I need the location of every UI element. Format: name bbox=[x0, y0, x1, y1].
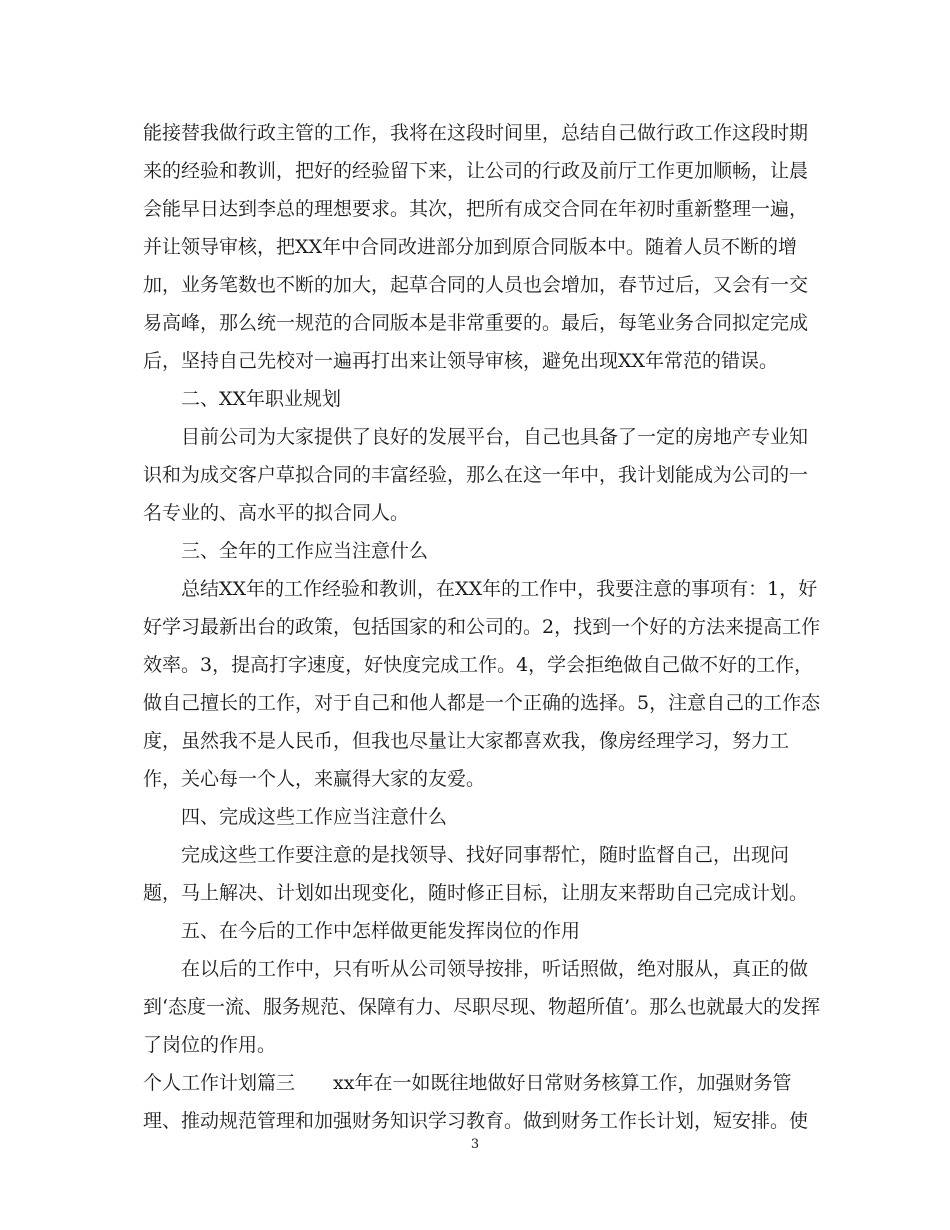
page-number: 3 bbox=[470, 1137, 480, 1152]
body-line: 好学习最新出台的政策，包括国家的和公司的。2，找到一个好的方法来提高工作 bbox=[143, 616, 821, 638]
section-continuation: xx年在一如既往地做好日常财务核算工作，加强财务管 bbox=[333, 1072, 792, 1094]
body-line: 到‘态度一流、服务规范、保障有力、尽职尽现、物超所值’。那么也就最大的发挥 bbox=[143, 996, 821, 1018]
body-line: 在以后的工作中，只有听从公司领导按排，听话照做，绝对服从，真正的做 bbox=[181, 958, 809, 980]
body-line: 识和为成交客户草拟合同的丰富经验，那么在这一年中，我计划能成为公司的一 bbox=[143, 464, 809, 486]
body-line: 理、推动规范管理和加强财务知识学习教育。做到财务工作长计划，短安排。使 bbox=[143, 1110, 809, 1132]
section-title: 个人工作计划篇三 bbox=[143, 1072, 296, 1094]
body-line: 效率。3，提高打字速度，好快度完成工作。4，学会拒绝做自己做不好的工作， bbox=[143, 654, 814, 676]
body-line: 题，马上解决、计划如出现变化，随时修正目标，让朋友来帮助自己完成计划。 bbox=[143, 882, 809, 904]
body-line: 完成这些工作要注意的是找领导、找好同事帮忙，随时监督自己，出现问 bbox=[181, 844, 790, 866]
body-line: 总结XX年的工作经验和教训，在XX年的工作中，我要注意的事项有：1，好 bbox=[181, 578, 818, 600]
body-line: 名专业的、高水平的拟合同人。 bbox=[143, 502, 410, 524]
section-heading: 三、全年的工作应当注意什么 bbox=[181, 540, 429, 562]
body-line: 度，虽然我不是人民币，但我也尽量让大家都喜欢我，像房经理学习，努力工 bbox=[143, 730, 790, 752]
section-title-line bbox=[143, 1071, 791, 1095]
section-heading: 五、在今后的工作中怎样做更能发挥岗位的作用 bbox=[181, 920, 581, 942]
body-line: 能接替我做行政主管的工作，我将在这段时间里，总结自己做行政工作这段时期 bbox=[143, 122, 809, 144]
body-line: 后，坚持自己先校对一遍再打出来让领导审核，避免出现XX年常范的错误。 bbox=[143, 350, 779, 372]
section-heading: 四、完成这些工作应当注意什么 bbox=[181, 806, 448, 828]
section-heading: 二、XX年职业规划 bbox=[181, 388, 342, 410]
body-line: 作，关心每一个人，来赢得大家的友爱。 bbox=[143, 768, 486, 790]
body-line: 目前公司为大家提供了良好的发展平台，自己也具备了一定的房地产专业知 bbox=[181, 426, 809, 448]
body-line: 并让领导审核，把XX年中合同改进部分加到原合同版本中。随着人员不断的增 bbox=[143, 236, 798, 258]
body-line: 易高峰，那么统一规范的合同版本是非常重要的。最后，每笔业务合同拟定完成 bbox=[143, 312, 809, 334]
body-line: 来的经验和教训，把好的经验留下来，让公司的行政及前厅工作更加顺畅，让晨 bbox=[143, 160, 809, 182]
body-line: 了岗位的作用。 bbox=[143, 1034, 277, 1056]
body-line: 会能早日达到李总的理想要求。其次，把所有成交合同在年初时重新整理一遍， bbox=[143, 198, 809, 220]
body-line: 加，业务笔数也不断的加大，起草合同的人员也会增加，春节过后，又会有一交 bbox=[143, 274, 809, 296]
body-line: 做自己擅长的工作，对于自己和他人都是一个正确的选择。5，注意自己的工作态 bbox=[143, 692, 821, 714]
